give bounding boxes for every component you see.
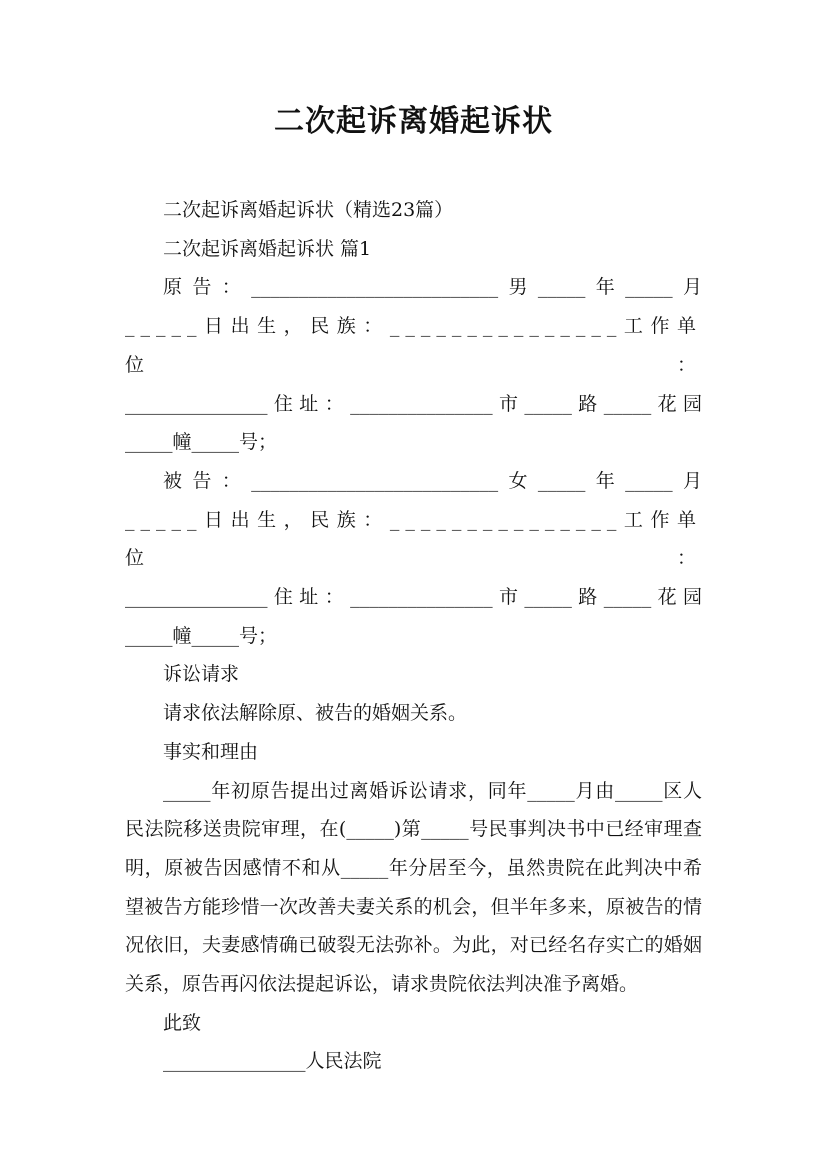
document-body [125, 191, 702, 1081]
document-title: 二次起诉离婚起诉状 [274, 104, 553, 139]
paragraph-facts-heading: 事实和理由 [163, 740, 259, 763]
paragraph-court-addressee: _______________人民法院 [163, 1050, 382, 1073]
paragraph-defendant-line-2: _____日出生，民族：_______________工作单位： [125, 508, 702, 570]
paragraph-claims-text: 请求依法解除原、被告的婚姻关系。 [163, 702, 468, 725]
paragraph-closing: 此致 [163, 1011, 202, 1034]
paragraph-facts-text: _____年初原告提出过离婚诉讼请求，同年_____月由_____区人民法院移送贵院审理，在(_____)第_____号民事判决书中已经审理查明，原被告因感情不和从_____年分居至今，虽然贵院在此判决中希望被告方能珍惜一次改善夫妻关系的机会，但半年多来，原被告的情况依旧，夫妻感情确已破裂无法弥补。为此，对已经名存实亡的婚姻关系，原告再闪依法提起诉讼，请求贵院依法判决准予离婚。 [125, 779, 702, 996]
paragraph-defendant-line-1: 被告：__________________________女_____年_____月 [163, 469, 702, 492]
paragraph-plaintiff-line-4: _____幢_____号； [125, 431, 278, 454]
paragraph-defendant-line-3: _______________住址：_______________市_____路_____花园 [125, 586, 702, 609]
paragraph-plaintiff-line-2: _____日出生，民族：_______________工作单位： [125, 315, 702, 376]
paragraph-plaintiff-line-3: _______________住址：_______________市_____路_____花园 [125, 392, 702, 415]
paragraph-defendant-line-4: _____幢_____号； [125, 624, 278, 647]
paragraph-plaintiff-line-1: 原告：__________________________男_____年_____月 [163, 276, 702, 299]
paragraph-section-heading: 二次起诉离婚起诉状 篇1 [163, 237, 372, 260]
paragraph-subtitle: 二次起诉离婚起诉状（精选23篇） [163, 199, 454, 221]
paragraph-claims-heading: 诉讼请求 [163, 663, 240, 686]
